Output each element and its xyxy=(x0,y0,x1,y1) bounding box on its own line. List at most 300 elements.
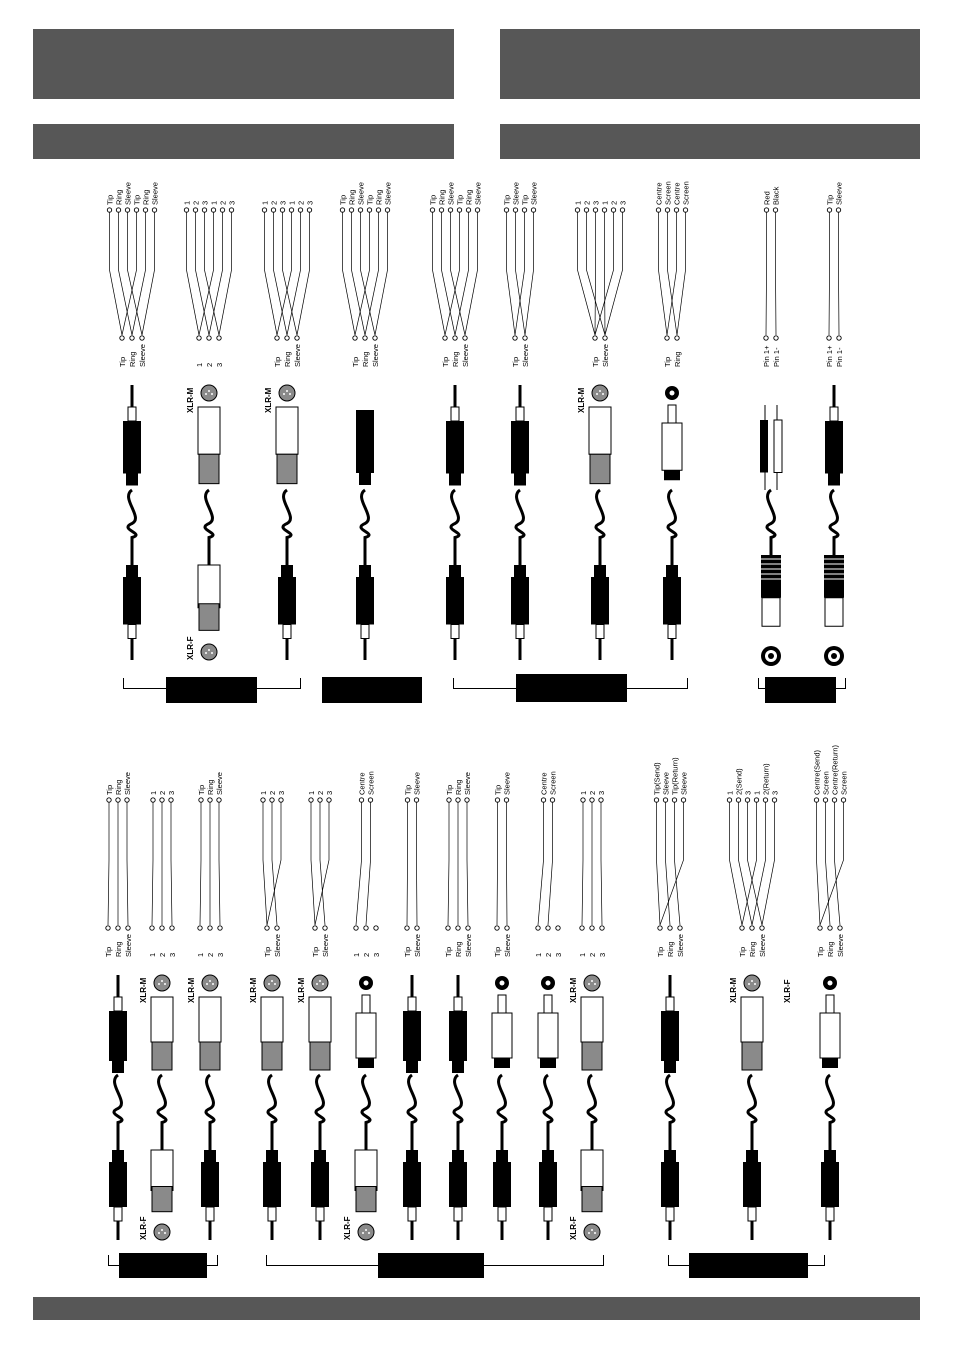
r2-g1-c3-bottom-pin-1 xyxy=(198,926,202,930)
r1-g3-c3-top-label-5: 2 xyxy=(609,200,619,205)
r2-g1-c1-bottom-label-3: Sleeve xyxy=(124,934,133,957)
r2-g2-c1-top-connector-label: XLR-M xyxy=(249,977,258,1003)
r2-g2-c3-wire-1 xyxy=(356,802,362,925)
r1-g1-c3-top-connector-label: XLR-M xyxy=(264,387,273,413)
r1-g1-c3-top-pin-5 xyxy=(298,208,302,212)
r2-g2-c1-wire-3 xyxy=(267,802,281,925)
r1-g2-c1-wire-3 xyxy=(361,212,376,335)
r2-g2-c1-top-pin-3 xyxy=(279,798,283,802)
r2-g3-c3-wire-1 xyxy=(817,802,821,925)
r1-g1-c2-bottom-label-2: 2 xyxy=(205,362,214,367)
r1-g3-c3-top-pin-5 xyxy=(611,208,615,212)
r2-g3-c1-bottom-connector xyxy=(661,1150,679,1240)
r2-g1-c2-top-connector xyxy=(151,975,173,1070)
r1-g2-c1-wire-5 xyxy=(365,212,379,335)
r2-g2-c6-cable xyxy=(498,1075,506,1150)
r2-g2-c5-bottom-label-3: Sleeve xyxy=(464,934,473,957)
r1-g1-c1-top-pin-6 xyxy=(152,208,156,212)
r2-g3-c1-top-pin-1 xyxy=(654,798,658,802)
r1-g1-c3-top-pin-3 xyxy=(280,208,284,212)
r1-g3-c3-top-pin-2 xyxy=(584,208,588,212)
r2-g3-c2-top-label-5: 2(Return) xyxy=(761,763,771,795)
r2-g2-c8-bottom-connector-label: XLR-F xyxy=(569,1216,578,1240)
r1-g4-c1-top-pin-1 xyxy=(764,208,768,212)
r1-g1-c2-bottom-pin-2 xyxy=(207,336,211,340)
r2-g2-c2-top-pin-3 xyxy=(327,798,331,802)
r1-g4-c2-bottom-label-2: Pin 1- xyxy=(835,347,844,367)
r2-g3-c2-top-label-1: 1 xyxy=(725,790,735,795)
r2-g2-c7-top-pin-1 xyxy=(541,798,545,802)
r1-g4-c2-wire-2 xyxy=(839,212,840,335)
r2-g2-c3-bottom-pin-3 xyxy=(374,926,378,930)
r1-g3-c4-top-label-3: Centre xyxy=(672,182,682,205)
r1-g1-c2-bottom-pin-1 xyxy=(197,336,201,340)
r1-g1-c3-wire-5 xyxy=(287,212,301,335)
r1-g3-c1-top-pin-6 xyxy=(475,208,479,212)
r2-g1-c3-bottom-label-2: 2 xyxy=(206,952,215,957)
r1-g2-c1-bottom-pin-1 xyxy=(353,336,357,340)
r2-g2-c6-top-pin-2 xyxy=(504,798,508,802)
r2-g1-c3-top-connector xyxy=(199,975,221,1070)
r2-g2-c4-top-pin-1 xyxy=(405,798,409,802)
r1-g1-c2-top-connector xyxy=(198,385,220,484)
r2-g3-c1-bottom-label-2: Ring xyxy=(666,941,675,957)
r1-g4-c1-wire-2 xyxy=(776,212,777,335)
r2-g1-c2-top-pin-2 xyxy=(160,798,164,802)
r2-g1-c3-bottom-pin-3 xyxy=(218,926,222,930)
r2-g3-c2-top-label-6: 3 xyxy=(770,790,780,795)
r1-g3-c1-top-label-1: Tip xyxy=(428,194,438,205)
r1-g3-c1-cable xyxy=(451,490,459,565)
r1-g1-c2-top-pin-1 xyxy=(184,208,188,212)
r1-g2-c1-top-label-2: Ring xyxy=(347,189,357,205)
r1-g1-c1-top-pin-2 xyxy=(116,208,120,212)
r1-g2-c1-top-connector xyxy=(356,410,374,485)
r2-g2-c2-top-connector xyxy=(309,975,331,1070)
r2-g2-c8-wire-3 xyxy=(601,802,602,925)
r1-g3-c4-top-pin-3 xyxy=(674,208,678,212)
r2-g2-c1-cable xyxy=(268,1075,276,1150)
r2-g2-c7-bottom-pin-1 xyxy=(536,926,540,930)
r2-g2-c6-top-connector xyxy=(492,976,512,1068)
r2-g2-c4-bottom-pin-2 xyxy=(415,926,419,930)
r1-g4-c2-bottom-label-1: Pin 1+ xyxy=(825,345,834,367)
r2-g2-c3-top-label-1: Centre xyxy=(357,772,367,795)
r2-g3-c3-bottom-label-3: Sleeve xyxy=(836,934,845,957)
r1-g4-c2-top-pin-1 xyxy=(827,208,831,212)
r2-g2-c1-top-label-1: 1 xyxy=(259,790,268,795)
r2-g1-c1-bottom-pin-1 xyxy=(106,926,110,930)
r1-g4-c1-bottom-label-2: Pin 1- xyxy=(772,347,781,367)
r2-g1-c3-top-label-3: Sleeve xyxy=(215,772,224,795)
r1-g3-c2-top-pin-4 xyxy=(531,208,535,212)
r1-g1-c2-top-label-1: 1 xyxy=(182,200,192,205)
r2-g2-c2-bottom-pin-1 xyxy=(313,926,317,930)
r2-g2-c2-bottom-connector xyxy=(311,1150,329,1240)
r2-g3-c3-top-label-2: Screen xyxy=(821,771,831,795)
r2-g1-c2-top-label-2: 2 xyxy=(158,790,167,795)
r2-g3-c2-wire-5 xyxy=(752,802,766,925)
r2-g1-c1-top-label-1: Tip xyxy=(105,784,114,795)
r2-g3-c2-bottom-pin-1 xyxy=(740,926,744,930)
r1-g3-c4-bottom-pin-2 xyxy=(675,336,679,340)
r1-g3-c1-wire-6 xyxy=(465,212,478,335)
r2-g2-c8-bottom-label-2: 2 xyxy=(588,952,597,957)
r2-g1-c3-top-label-1: Tip xyxy=(197,784,206,795)
r1-g1-c3-top-label-1: 1 xyxy=(260,200,270,205)
r2-g2-c7-cable xyxy=(544,1075,552,1150)
r1-g1-c3-wire-4 xyxy=(277,212,292,335)
r2-g2-c1-bottom-label-1: Tip xyxy=(263,946,272,957)
r1-g1-c1-wire-5 xyxy=(132,212,146,335)
r1-g3-c3-top-pin-1 xyxy=(575,208,579,212)
r2-g3-c2-top-pin-6 xyxy=(772,798,776,802)
r1-g2-c1-top-pin-3 xyxy=(358,208,362,212)
r1-g3-c1-top-connector xyxy=(446,385,464,486)
r1-g4-c2-cable xyxy=(830,490,838,565)
r1-g3-c3-top-pin-4 xyxy=(602,208,606,212)
r1-g1-c2-top-label-2: 2 xyxy=(191,200,201,205)
r1-g1-c3-bottom-label-1: Tip xyxy=(273,356,282,367)
r1-g3-c2-wire-1 xyxy=(507,212,516,335)
r2-g2-c1-bottom-pin-1 xyxy=(265,926,269,930)
r2-g3-c1-top-pin-4 xyxy=(681,798,685,802)
r1-g1-c3-top-label-3: 3 xyxy=(278,200,288,205)
r1-g1-c2-top-pin-5 xyxy=(220,208,224,212)
r2-g1-c2-top-connector-label: XLR-M xyxy=(139,977,148,1003)
r1-g3-c2-wire-4 xyxy=(525,212,534,335)
r2-g3-c1-wire-3 xyxy=(675,802,681,925)
r2-g2-c6-bottom-connector xyxy=(493,1150,511,1240)
r2-g1-c2-bottom-label-1: 1 xyxy=(148,952,157,957)
r2-g1-c1-top-connector xyxy=(109,975,127,1073)
r2-g1-c2-bottom-pin-1 xyxy=(150,926,154,930)
r2-g1-c1-bottom-pin-2 xyxy=(116,926,120,930)
r2-g3-c3-top-pin-4 xyxy=(841,798,845,802)
r1-g1-c1-top-label-3: Sleeve xyxy=(123,182,133,205)
r1-g4-c1-top-label-1: Red xyxy=(762,191,772,205)
r2-g1-c1-bottom-connector xyxy=(109,1150,127,1240)
r1-g4-c1-top-label-2: Black xyxy=(771,186,781,205)
r2-g2-c7-top-label-1: Centre xyxy=(539,772,549,795)
r2-g2-c2-wire-2 xyxy=(320,802,325,925)
r1-g1-c3-bottom-pin-1 xyxy=(275,336,279,340)
r1-g1-c3-top-label-2: 2 xyxy=(269,200,279,205)
r2-g1-c3-top-label-2: Ring xyxy=(206,779,215,795)
r1-g3-c4-top-label-4: Screen xyxy=(681,181,691,205)
r1-g3-c2-top-label-3: Tip xyxy=(520,194,530,205)
r2-g3-c3-top-pin-3 xyxy=(832,798,836,802)
r2-g2-c2-top-pin-2 xyxy=(318,798,322,802)
r2-g2-c5-top-connector xyxy=(449,975,467,1073)
r1-g1-c3-wire-1 xyxy=(265,212,278,335)
r1-g3-c1-top-label-4: Tip xyxy=(455,194,465,205)
r1-g2-c1-top-pin-4 xyxy=(367,208,371,212)
r1-g1-c2-wire-2 xyxy=(196,212,210,335)
r2-g2-c1-top-connector xyxy=(261,975,283,1070)
r2-g3-c2-top-label-4: 1 xyxy=(752,790,762,795)
r2-g3-c2-top-pin-5 xyxy=(763,798,767,802)
r2-g1-c1-top-pin-1 xyxy=(107,798,111,802)
r1-g1-c1-top-pin-1 xyxy=(107,208,111,212)
r2-g2-c3-bottom-connector-label: XLR-F xyxy=(343,1216,352,1240)
r2-g1-c2-bottom-label-3: 3 xyxy=(168,952,177,957)
r2-g2-c3-bottom-connector xyxy=(355,1150,377,1240)
r2-g1-c1-top-label-3: Sleeve xyxy=(123,772,132,795)
r2-g3-c1-top-pin-2 xyxy=(663,798,667,802)
r1-g2-c1-wire-6 xyxy=(375,212,388,335)
r1-g1-c2-wire-1 xyxy=(187,212,200,335)
r1-g1-c2-bottom-label-1: 1 xyxy=(195,362,204,367)
r2-g2-c3-bottom-pin-1 xyxy=(354,926,358,930)
r2-g2-c7-bottom-label-3: 3 xyxy=(554,952,563,957)
r2-g2-c8-bottom-pin-1 xyxy=(580,926,584,930)
r2-g3-c2-second-top-connector-label: XLR-F xyxy=(783,979,792,1003)
r1-g3-c3-top-pin-6 xyxy=(620,208,624,212)
r2-g3-c1-cable xyxy=(666,1075,674,1150)
r2-g3-c1-top-label-3: Tip(Return) xyxy=(670,757,680,795)
r2-g2-c6-top-pin-1 xyxy=(495,798,499,802)
r1-g3-c2-top-label-2: Sleeve xyxy=(511,182,521,205)
r2-g2-c2-top-label-2: 2 xyxy=(316,790,325,795)
r1-g1-c1-top-connector xyxy=(123,385,141,486)
r2-g2-c8-bottom-pin-2 xyxy=(590,926,594,930)
r2-g2-c5-wire-1 xyxy=(448,802,449,925)
r1-g3-c1-top-pin-2 xyxy=(439,208,443,212)
r1-g3-c1-top-label-6: Sleeve xyxy=(473,182,483,205)
r1-g3-c4-bottom-label-2: Ring xyxy=(673,351,682,367)
r2-g2-c6-bottom-label-2: Sleeve xyxy=(503,934,512,957)
r1-g1-c1-top-label-2: Ring xyxy=(114,189,124,205)
r1-g4-c2-top-pin-2 xyxy=(836,208,840,212)
r1-g3-c1-bottom-connector xyxy=(446,565,464,660)
r2-g2-c7-top-pin-2 xyxy=(550,798,554,802)
r2-g2-c3-bottom-label-3: 3 xyxy=(372,952,381,957)
r1-g3-c3-top-label-1: 1 xyxy=(573,200,583,205)
r1-g2-c1-bottom-label-1: Tip xyxy=(351,356,360,367)
r1-g2-c1-bottom-label-3: Sleeve xyxy=(371,344,380,367)
r2-g2-c5-bottom-pin-1 xyxy=(446,926,450,930)
r2-g2-c7-top-label-2: Screen xyxy=(548,771,558,795)
r2-g2-c5-top-pin-2 xyxy=(456,798,460,802)
r1-g3-c1-top-label-5: Ring xyxy=(464,189,474,205)
r1-g4-c2-top-connector xyxy=(825,385,843,486)
r2-g3-c2-top-pin-3 xyxy=(745,798,749,802)
r2-g3-c1-wire-2 xyxy=(666,802,671,925)
r1-g1-c3-wire-2 xyxy=(274,212,288,335)
r1-g3-c3-top-label-6: 3 xyxy=(618,200,628,205)
r2-g3-c1-top-label-2: Sleeve xyxy=(661,772,671,795)
r1-g1-c1-bottom-label-2: Ring xyxy=(128,351,137,367)
r1-g2-c1-wire-2 xyxy=(352,212,366,335)
r2-g2-c7-bottom-connector xyxy=(539,1150,557,1240)
r2-g2-c8-bottom-label-3: 3 xyxy=(598,952,607,957)
r1-g3-c3-top-label-4: 1 xyxy=(600,200,610,205)
r2-g3-c2-top-pin-4 xyxy=(754,798,758,802)
r2-g1-c2-bottom-connector-label: XLR-F xyxy=(139,1216,148,1240)
r1-g3-c1-bottom-label-3: Sleeve xyxy=(461,344,470,367)
r2-g2-c8-top-pin-2 xyxy=(590,798,594,802)
r1-g2-c1-top-pin-6 xyxy=(385,208,389,212)
r2-g2-c4-top-label-1: Tip xyxy=(403,784,413,795)
r2-g2-c8-top-label-2: 2 xyxy=(588,790,597,795)
r1-g3-c2-bottom-label-2: Sleeve xyxy=(521,344,530,367)
r1-g3-c1-top-label-3: Sleeve xyxy=(446,182,456,205)
r2-g2-c4-top-connector xyxy=(403,975,421,1073)
r1-g2-c1-cable xyxy=(361,490,369,565)
r2-g1-c1-bottom-label-1: Tip xyxy=(104,946,113,957)
r2-g2-c3-cable xyxy=(362,1075,370,1150)
r1-g3-c3-bottom-pin-1 xyxy=(593,336,597,340)
r1-g3-c1-wire-5 xyxy=(455,212,469,335)
r2-g2-c8-top-connector-label: XLR-M xyxy=(569,977,578,1003)
r2-g3-c1-bottom-pin-2 xyxy=(668,926,672,930)
r1-g1-c2-top-label-4: 1 xyxy=(209,200,219,205)
r1-g4-c2-bottom-pin-2 xyxy=(837,336,841,340)
r2-g2-c2-wire-1 xyxy=(311,802,315,925)
r1-g1-c1-wire-1 xyxy=(110,212,123,335)
r2-g1-c2-top-pin-3 xyxy=(169,798,173,802)
r1-g3-c3-wire-3 xyxy=(595,212,596,335)
r2-g3-c2-wire-2 xyxy=(739,802,753,925)
r1-g4-c2-bottom-pin-1 xyxy=(827,336,831,340)
r1-g4-c1-top-pin-2 xyxy=(773,208,777,212)
r1-g3-c2-bottom-connector xyxy=(511,565,529,660)
r1-g3-c3-cable xyxy=(596,490,604,565)
r2-g2-c6-top-label-1: Tip xyxy=(493,784,503,795)
r2-g2-c6-bottom-label-1: Tip xyxy=(493,946,502,957)
r1-g1-c1-top-label-1: Tip xyxy=(105,194,115,205)
r1-g3-c4-cable xyxy=(668,490,676,565)
r2-g3-c1-top-pin-3 xyxy=(672,798,676,802)
r1-g1-c2-bottom-pin-3 xyxy=(217,336,221,340)
r1-g1-c3-bottom-label-3: Sleeve xyxy=(293,344,302,367)
r2-g3-c2-top-label-3: 3 xyxy=(743,790,753,795)
r2-g2-c6-wire-1 xyxy=(497,802,498,925)
r2-g1-c2-top-label-3: 3 xyxy=(167,790,176,795)
r2-g2-c8-bottom-connector xyxy=(581,1150,603,1240)
r1-g1-c3-top-pin-4 xyxy=(289,208,293,212)
r1-g4-c1-bottom-label-1: Pin 1+ xyxy=(762,345,771,367)
r2-g3-c3-top-label-1: Centre(Send) xyxy=(812,749,822,795)
r1-g2-c1-bottom-pin-2 xyxy=(363,336,367,340)
r2-g2-c5-bottom-pin-2 xyxy=(456,926,460,930)
r2-g2-c5-wire-3 xyxy=(467,802,468,925)
r1-g2-c1-top-pin-5 xyxy=(376,208,380,212)
r2-g2-c4-top-pin-2 xyxy=(414,798,418,802)
r2-g1-c3-bottom-label-3: 3 xyxy=(216,952,225,957)
r1-g3-c4-top-pin-1 xyxy=(656,208,660,212)
r2-g2-c3-top-pin-2 xyxy=(368,798,372,802)
r1-g1-c2-cable xyxy=(205,490,213,565)
r1-g1-c2-top-label-5: 2 xyxy=(218,200,228,205)
r1-g4-c2-bottom-connector xyxy=(824,555,844,666)
r1-g1-c1-bottom-connector xyxy=(123,565,141,660)
r2-g3-c2-top-pin-1 xyxy=(727,798,731,802)
r2-g2-c8-cable xyxy=(588,1075,596,1150)
r2-g2-c2-top-connector-label: XLR-M xyxy=(297,977,306,1003)
r2-g3-c2-top-connector-label: XLR-M xyxy=(729,977,738,1003)
r2-g3-c3-top-label-4: Screen xyxy=(839,771,849,795)
r2-g2-c5-bottom-connector xyxy=(449,1150,467,1240)
r2-g3-c3-bottom-connector xyxy=(821,1150,839,1240)
r2-g2-c7-wire-2 xyxy=(548,802,553,925)
r1-g3-c4-top-pin-4 xyxy=(683,208,687,212)
r2-g1-c2-wire-3 xyxy=(171,802,172,925)
r1-g2-c1-top-label-5: Ring xyxy=(374,189,384,205)
r2-g2-c7-bottom-pin-2 xyxy=(546,926,550,930)
r1-g3-c2-wire-2 xyxy=(516,212,526,335)
r2-g3-c1-bottom-label-1: Tip xyxy=(656,946,665,957)
r2-g3-c1-bottom-label-3: Sleeve xyxy=(676,934,685,957)
r1-g3-c2-top-pin-3 xyxy=(522,208,526,212)
r2-g2-c2-top-label-1: 1 xyxy=(307,790,316,795)
r2-g3-c3-top-pin-2 xyxy=(823,798,827,802)
r2-g3-c2-cable xyxy=(748,1075,756,1150)
r2-g3-c2-bottom-label-2: Ring xyxy=(748,941,757,957)
r1-g1-c1-wire-2 xyxy=(119,212,133,335)
r2-g2-c4-wire-2 xyxy=(417,802,418,925)
r1-g1-c2-top-pin-2 xyxy=(193,208,197,212)
r2-g2-c5-top-label-3: Sleeve xyxy=(463,772,472,795)
r1-g3-c3-top-connector-label: XLR-M xyxy=(577,387,586,413)
r2-g3-c2-top-pin-2 xyxy=(736,798,740,802)
r1-g4-c1-top-connector xyxy=(760,405,782,490)
r1-g3-c2-bottom-pin-1 xyxy=(513,336,517,340)
r2-g2-c7-wire-1 xyxy=(538,802,544,925)
r2-g1-c3-top-pin-2 xyxy=(208,798,212,802)
r2-g3-c2-wire-4 xyxy=(742,802,757,925)
r1-g3-c3-wire-4 xyxy=(605,212,606,335)
r1-g3-c2-top-connector xyxy=(511,385,529,486)
r2-g1-c1-cable xyxy=(114,1075,122,1150)
r1-g3-c3-top-connector xyxy=(589,385,611,484)
r2-g2-c6-bottom-pin-2 xyxy=(505,926,509,930)
r2-g2-c3-top-pin-1 xyxy=(359,798,363,802)
r1-g1-c3-wire-6 xyxy=(297,212,310,335)
r1-g3-c4-top-connector xyxy=(662,386,682,480)
r1-g3-c1-top-pin-5 xyxy=(466,208,470,212)
r1-g3-c4-wire-3 xyxy=(667,212,677,335)
r1-g3-c4-bottom-connector xyxy=(663,565,681,660)
r1-g4-c2-top-label-2: Sleeve xyxy=(834,182,844,205)
r1-g3-c3-bottom-label-2: Sleeve xyxy=(601,344,610,367)
r2-g2-c1-top-pin-2 xyxy=(270,798,274,802)
r2-g1-c1-bottom-pin-3 xyxy=(126,926,130,930)
r1-g2-c1-top-pin-2 xyxy=(349,208,353,212)
r2-g2-c7-bottom-label-1: 1 xyxy=(534,952,543,957)
r1-g3-c3-bottom-label-1: Tip xyxy=(591,356,600,367)
r1-g3-c4-wire-2 xyxy=(668,212,678,335)
r2-g2-c2-top-label-3: 3 xyxy=(325,790,334,795)
r1-g1-c3-top-pin-1 xyxy=(262,208,266,212)
r2-g1-c3-bottom-pin-2 xyxy=(208,926,212,930)
r2-g2-c5-cable xyxy=(454,1075,462,1150)
r2-g1-c3-top-connector-label: XLR-M xyxy=(187,977,196,1003)
r2-g2-c3-top-connector xyxy=(356,976,376,1068)
r2-g2-c8-top-pin-3 xyxy=(599,798,603,802)
r1-g1-c3-top-connector xyxy=(276,385,298,484)
r2-g2-c1-bottom-pin-2 xyxy=(275,926,279,930)
r2-g2-c4-cable xyxy=(408,1075,416,1150)
r2-g2-c2-cable xyxy=(316,1075,324,1150)
r2-g2-c5-top-pin-1 xyxy=(447,798,451,802)
r1-g1-c3-top-pin-2 xyxy=(271,208,275,212)
r2-g2-c1-top-pin-1 xyxy=(261,798,265,802)
r2-g2-c5-bottom-pin-3 xyxy=(466,926,470,930)
r1-g3-c2-wire-3 xyxy=(515,212,525,335)
r2-g3-c3-bottom-label-2: Ring xyxy=(826,941,835,957)
